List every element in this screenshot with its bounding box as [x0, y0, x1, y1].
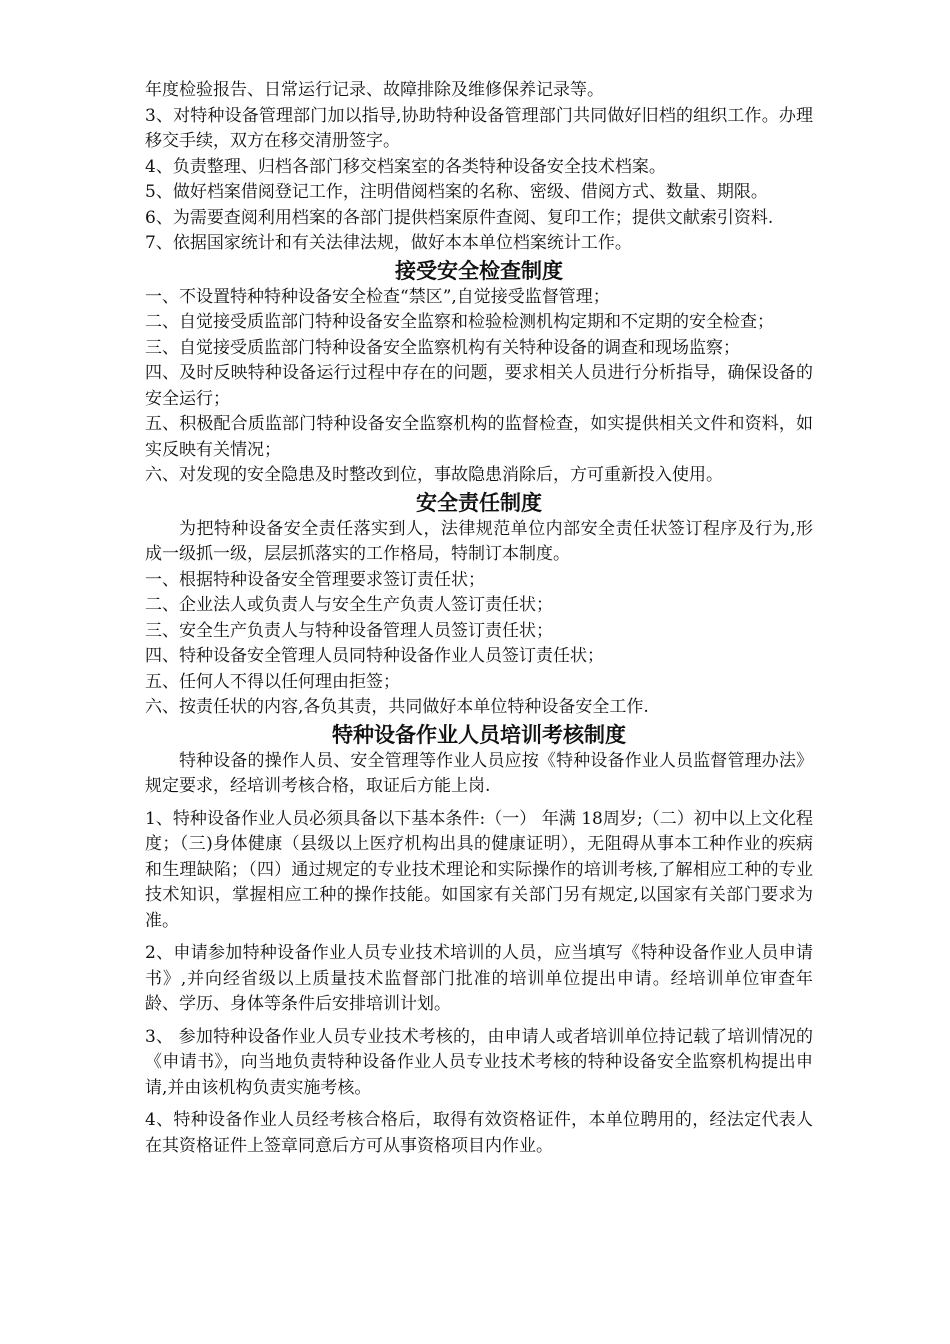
- inspection-item: 一、不设置特种特种设备安全检查“禁区”,自觉接受监督管理；: [145, 286, 610, 307]
- section-title-responsibility: 安全责任制度: [416, 490, 542, 515]
- archive-item: 4、负责整理、归档各部门移交档案室的各类特种设备安全技术档案。: [145, 156, 666, 177]
- responsibility-item: 二、企业法人或负责人与安全生产负责人签订责任状；: [145, 595, 553, 615]
- inspection-item: 三、自觉接受质监部门特种设备安全监察机构有关特种设备的调查和现场监察；: [145, 337, 740, 358]
- document-page: [145, 78, 813, 1159]
- section-title-training: 特种设备作业人员培训考核制度: [332, 722, 626, 747]
- responsibility-item: 一、根据特种设备安全管理要求签订责任状；: [145, 569, 485, 590]
- responsibility-item: 四、特种设备安全管理人员同特种设备作业人员签订责任状；: [145, 646, 604, 666]
- inspection-item: 五、积极配合质监部门特种设备安全监察机构的监督检查，如实提供相关文件和资料，如实反映有关情况；: [145, 414, 813, 460]
- training-item: 4、特种设备作业人员经考核合格后，取得有效资格证件，本单位聘用的，经法定代表人在其资格证件上签章同意后方可从事资格项目内作业。: [145, 1110, 813, 1156]
- responsibility-item: 五、任何人不得以任何理由拒签；: [145, 671, 400, 692]
- archive-item: 7、依据国家统计和有关法律法规，做好本本单位档案统计工作。: [145, 233, 632, 253]
- responsibility-intro: 为把特种设备安全责任落实到人，法律规范单位内部安全责任状签订程序及行为,形成一级抓一级，层层抓落实的工作格局，特制订本制度。: [145, 518, 813, 564]
- archive-item: 3、对特种设备管理部门加以指导,协助特种设备管理部门共同做好旧档的组织工作。办理移交手续，双方在移交清册签字。: [145, 105, 813, 151]
- responsibility-item: 三、安全生产负责人与特种设备管理人员签订责任状；: [145, 620, 553, 641]
- training-intro: 特种设备的操作人员、安全管理等作业人员应按《特种设备作业人员监督管理办法》规定要求，经培训考核合格，取证后方能上岗.: [145, 750, 813, 796]
- responsibility-item: 六、按责任状的内容,各负其责，共同做好本单位特种设备安全工作.: [145, 697, 649, 717]
- inspection-item: 四、及时反映特种设备运行过程中存在的问题，要求相关人员进行分析指导，确保设备的安全运行；: [145, 363, 813, 409]
- archive-item: 6、为需要查阅利用档案的各部门提供档案原件查阅、复印工作；提供文献索引资料.: [145, 207, 774, 228]
- section-title-inspection: 接受安全检查制度: [395, 258, 563, 283]
- training-item: 1、特种设备作业人员必须具备以下基本条件:（一） 年满 18周岁;（二）初中以上文化程度；（三)身体健康（县级以上医疗机构出具的健康证明），无阻碍从事本工种作业的疾病和生理缺陷；（四）通过规定的专业技术理论和实际操作的培训考核,了解相应工种的专业技术知识，掌握相应工种的操作技能。如国家有关部门另有规定,以国家有关部门要求为准。: [145, 808, 813, 931]
- inspection-item: 二、自觉接受质监部门特种设备安全监察和检验检测机构定期和不定期的安全检查；: [145, 312, 774, 332]
- inspection-item: 六、对发现的安全隐患及时整改到位，事故隐患消除后，方可重新投入使用。: [145, 465, 723, 485]
- archive-item: 5、做好档案借阅登记工作，注明借阅档案的名称、密级、借阅方式、数量、期限。: [145, 182, 768, 202]
- training-item: 3、 参加特种设备作业人员专业技术考核的，由申请人或者培训单位持记载了培训情况的《申请书》，向当地负责特种设备作业人员专业技术考核的特种设备安全监察机构提出申请,并由该机构负责实施考核。: [145, 1026, 813, 1098]
- archive-item: 年度检验报告、日常运行记录、故障排除及维修保养记录等。: [145, 80, 604, 100]
- training-item: 2、申请参加特种设备作业人员专业技术培训的人员，应当填写《特种设备作业人员申请书》,并向经省级以上质量技术监督部门批准的培训单位提出申请。经培训单位审查年龄、学历、身体等条件后安排培训计划。: [145, 943, 813, 1014]
